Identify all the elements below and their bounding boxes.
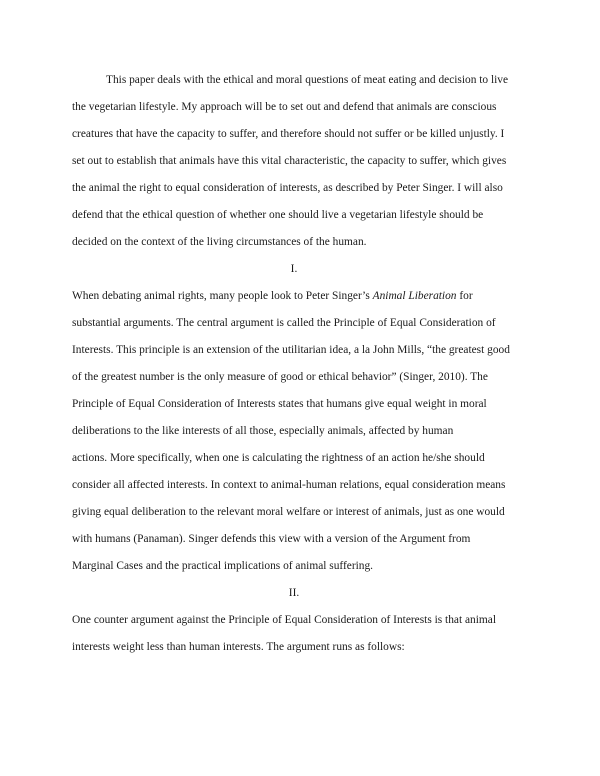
text-line: This paper deals with the ethical and moral questions of meat eating and decision to live [106,74,509,86]
section-heading-1: I. [290,263,298,275]
text-line: deliberations to the like interests of all those, especially animals, affected by human [72,425,454,437]
text-line: Principle of Equal Consideration of Interests states that humans give equal weight in moral [72,398,487,410]
text-line: set out to establish that animals have this vital characteristic, the capacity to suffer, which gives [72,155,507,167]
text-line: Interests. This principle is an extension of the utilitarian idea, a la John Mills, “the greatest good [72,344,510,356]
text-line: of the greatest number is the only measure of good or ethical behavior” (Singer, 2010). The [72,371,488,383]
text-line: the vegetarian lifestyle. My approach will be to set out and defend that animals are conscious [72,101,497,113]
text-line: interests weight less than human interests. The argument runs as follows: [72,641,405,653]
intro-paragraph [72,67,516,256]
text-line: One counter argument against the Principle of Equal Consideration of Interests is that animal [72,614,496,626]
section-heading-2: II. [288,587,300,599]
text-fragment: for [456,290,473,302]
text-line: creatures that have the capacity to suffer, and therefore should not suffer or be killed unjustly. I [72,128,505,140]
text-line: actions. More specifically, when one is calculating the rightness of an action he/she should [72,452,485,464]
book-title: Animal Liberation [372,290,457,302]
text-line: defend that the ethical question of whether one should live a vegetarian lifestyle should be [72,209,484,221]
section-1-paragraph [72,283,516,580]
text-line: consider all affected interests. In context to animal-human relations, equal consideration means [72,479,506,491]
text-line [72,290,473,302]
text-line: Marginal Cases and the practical implications of animal suffering. [72,560,374,572]
text-line: giving equal deliberation to the relevant moral welfare or interest of animals, just as one would [72,506,505,518]
text-line: substantial arguments. The central argument is called the Principle of Equal Consideration of [72,317,496,329]
section-2-paragraph [72,607,516,661]
text-line: with humans (Panaman). Singer defends this view with a version of the Argument from [72,533,471,545]
text-line: decided on the context of the living circumstances of the human. [72,236,367,248]
text-line: the animal the right to equal consideration of interests, as described by Peter Singer. I will also [72,182,503,194]
text-fragment: When debating animal rights, many people look to Peter Singer’s [72,290,373,302]
